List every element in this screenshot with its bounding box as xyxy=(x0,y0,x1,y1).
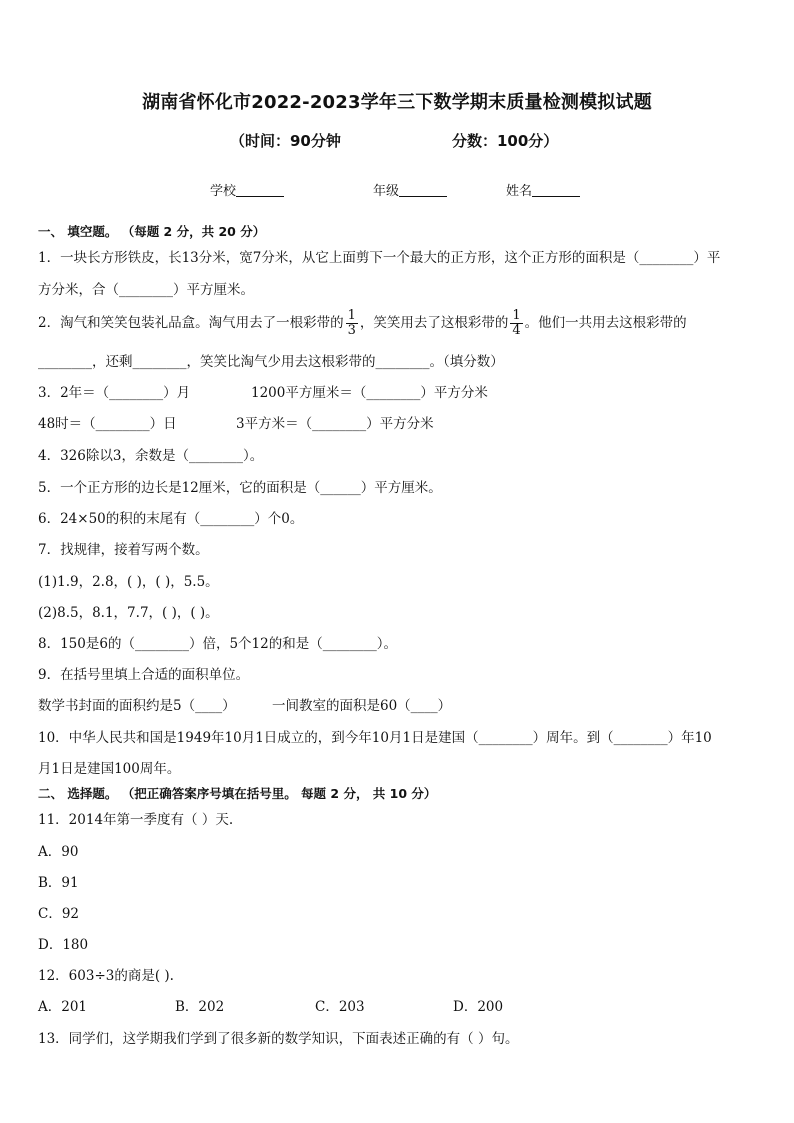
question-12-option-d: D．200 xyxy=(453,999,504,1015)
question-5: 5．一个正方形的边长是12厘米，它的面积是（______）平方厘米。 xyxy=(38,480,442,496)
name-blank xyxy=(532,184,580,197)
question-3-d: 3平方米＝（________）平方分米 xyxy=(236,416,434,432)
question-10-line-1: 10．中华人民共和国是1949年10月1日成立的，到今年10月1日是建国（________）周年。到（________）年10 xyxy=(38,730,712,746)
exam-time: （时间：90分钟 xyxy=(230,132,341,150)
question-12-option-c: C．203 xyxy=(315,999,365,1015)
question-1-line-1: 1．一块长方形铁皮，长13分米，宽7分米，从它上面剪下一个最大的正方形，这个正方形的面积是（________）平 xyxy=(38,250,721,266)
question-3-c: 48时＝（________）日 xyxy=(38,416,177,432)
section2-heading: 二、 选择题。 （把正确答案序号填在括号里。 每题 2 分， 共 10 分） xyxy=(38,786,437,801)
question-6: 6．24×50的积的末尾有（________）个0。 xyxy=(38,511,304,527)
grade-blank xyxy=(399,184,447,197)
question-12: 12．603÷3的商是( ). xyxy=(38,968,174,984)
question-8: 8．150是6的（________）倍，5个12的和是（________）。 xyxy=(38,636,397,652)
question-2-text-b: ，笑笑用去了这根彩带的 xyxy=(359,315,509,331)
question-2-text-c: 。他们一共用去这根彩带的 xyxy=(524,315,687,331)
question-10-line-2: 月1日是建国100周年。 xyxy=(38,761,181,777)
exam-title: 湖南省怀化市2022-2023学年三下数学期末质量检测模拟试题 xyxy=(142,92,652,113)
question-12-option-b: B．202 xyxy=(175,999,225,1015)
question-1-line-2: 方分米，合（________）平方厘米。 xyxy=(38,282,254,298)
school-field xyxy=(210,180,284,199)
question-7: 7．找规律，接着写两个数。 xyxy=(38,542,209,558)
question-11-option-d: D．180 xyxy=(38,937,89,953)
question-9-b: 一间教室的面积是60（____） xyxy=(272,698,452,714)
section1-heading: 一、 填空题。 （每题 2 分，共 20 分） xyxy=(38,224,266,239)
school-blank xyxy=(236,184,284,197)
question-9-a: 数学书封面的面积约是5（____） xyxy=(38,698,236,714)
question-2-line-2: ________，还剩________，笑笑比淘气少用去这根彩带的________。（填分数） xyxy=(38,354,504,370)
name-field xyxy=(506,180,580,199)
grade-label: 年级 xyxy=(373,184,400,199)
question-7-part-1: (1)1.9，2.8，( )，( )，5.5。 xyxy=(38,574,219,590)
question-12-option-a: A．201 xyxy=(38,999,88,1015)
fraction-one-fourth: $\frac{1}{4}$ xyxy=(512,308,521,338)
question-11-option-b: B．91 xyxy=(38,875,79,891)
question-11-option-c: C．92 xyxy=(38,906,80,922)
question-13: 13．同学们，这学期我们学到了很多新的数学知识，下面表述正确的有（ ）句。 xyxy=(38,1031,519,1047)
question-4: 4．326除以3，余数是（________）。 xyxy=(38,448,264,464)
question-2-line-1 xyxy=(38,309,687,338)
grade-field xyxy=(373,180,447,199)
question-7-part-2: (2)8.5，8.1，7.7，( )，( )。 xyxy=(38,605,219,621)
school-label: 学校 xyxy=(210,184,237,199)
exam-score: 分数：100分） xyxy=(452,132,559,150)
question-11-option-a: A．90 xyxy=(38,844,79,860)
name-label: 姓名 xyxy=(506,184,533,199)
question-9: 9．在括号里填上合适的面积单位。 xyxy=(38,667,250,683)
fraction-one-third: $\frac{1}{3}$ xyxy=(347,308,356,338)
question-3-b: 1200平方厘米＝（________）平方分米 xyxy=(251,385,488,401)
question-11: 11．2014年第一季度有（ ）天. xyxy=(38,812,234,828)
question-2-text-a: 2．淘气和笑笑包装礼品盒。淘气用去了一根彩带的 xyxy=(38,315,344,331)
question-3-a: 3．2年＝（________）月 xyxy=(38,385,191,401)
